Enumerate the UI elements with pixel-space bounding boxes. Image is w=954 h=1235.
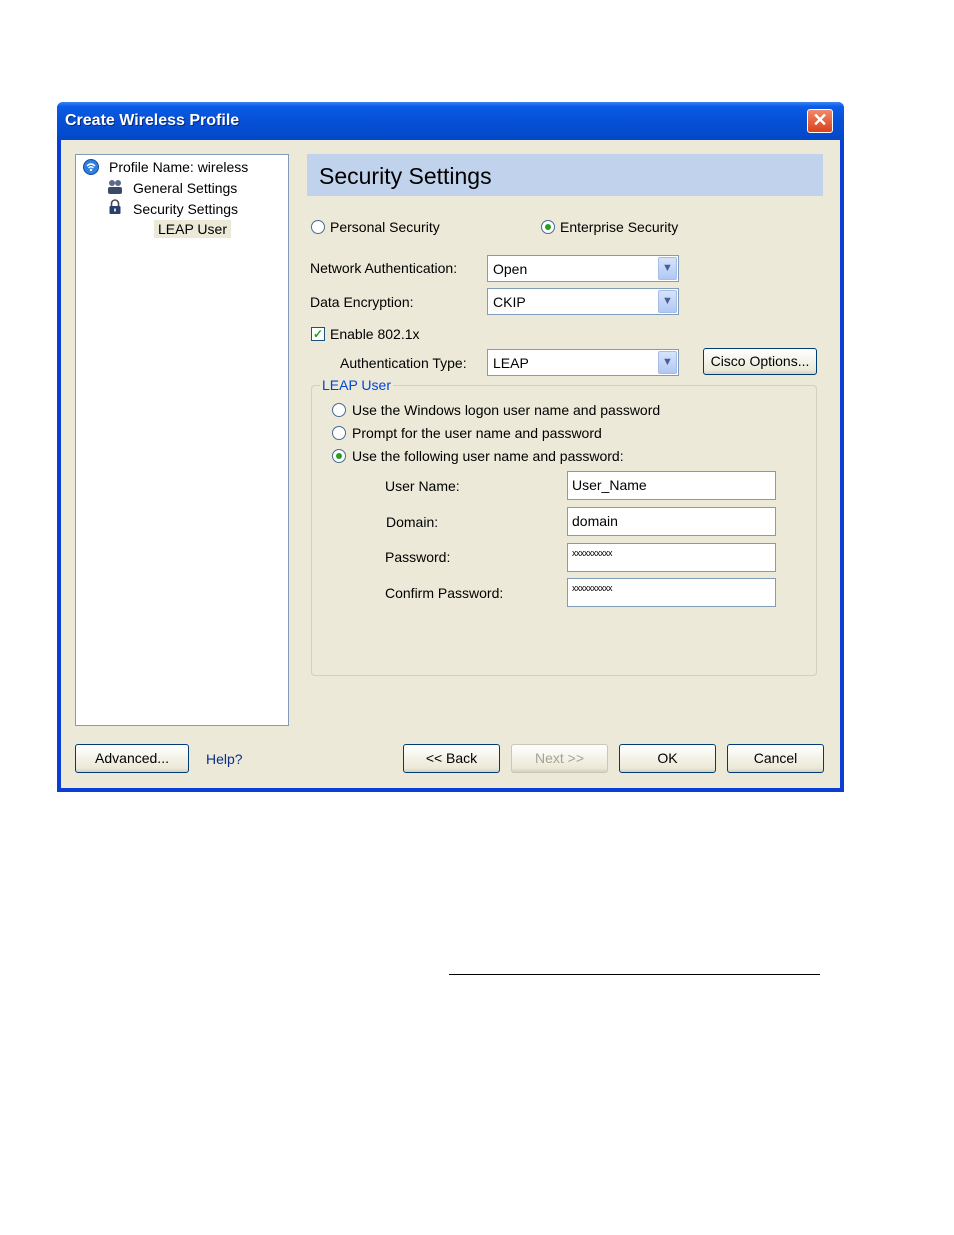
cancel-button[interactable]: Cancel [727,744,824,773]
authentication-type-value: LEAP [493,355,529,371]
back-button[interactable]: << Back [403,744,500,773]
password-label: Password: [385,549,451,565]
domain-input[interactable] [567,507,776,536]
domain-label: Domain: [386,514,439,530]
create-wireless-profile-dialog [57,102,844,792]
next-button[interactable]: Next >> [511,744,608,773]
tree-item-general-settings[interactable]: General Settings [133,180,238,196]
windows-logon-radio[interactable] [332,403,346,417]
password-input[interactable] [567,543,776,572]
authentication-type-select[interactable] [487,349,679,376]
user-name-value: User_Name [572,477,647,493]
enable-8021x-checkbox[interactable]: ✓ [312,327,324,341]
leap-user-group [311,377,817,676]
chevron-down-icon[interactable]: ▼ [658,351,677,374]
data-encryption-label: Data Encryption: [310,294,414,310]
enable-8021x-label[interactable]: Enable 802.1x [330,326,420,342]
personal-security-label[interactable]: Personal Security [330,219,440,235]
network-authentication-label: Network Authentication: [310,260,458,276]
tree-item-leap-user[interactable]: LEAP User [154,220,231,238]
prompt-credentials-label[interactable]: Prompt for the user name and password [352,425,602,441]
chevron-down-icon[interactable]: ▼ [658,257,677,280]
network-authentication-value: Open [493,261,528,277]
network-authentication-select[interactable] [487,255,679,282]
profile-tree [75,154,289,726]
confirm-password-value: xxxxxxxxxx [572,583,612,593]
document-rule [449,974,820,975]
user-name-input[interactable] [567,471,776,500]
personal-security-radio[interactable] [311,220,325,234]
section-header [307,154,823,196]
user-name-label: User Name: [385,478,460,494]
close-icon: ✕ [812,110,828,130]
window-title: Create Wireless Profile [65,112,240,129]
ok-button[interactable]: OK [619,744,716,773]
tree-item-security-settings[interactable]: Security Settings [133,201,239,217]
confirm-password-input[interactable] [567,578,776,607]
users-icon [107,179,123,195]
enterprise-security-label[interactable]: Enterprise Security [560,219,679,235]
close-button[interactable] [807,109,833,133]
title-bar[interactable] [57,102,844,140]
data-encryption-value: CKIP [493,294,526,310]
chevron-down-icon[interactable]: ▼ [658,290,677,313]
windows-logon-label[interactable]: Use the Windows logon user name and password [352,402,661,418]
password-value: xxxxxxxxxx [572,548,612,558]
tree-item-profile-name[interactable]: Profile Name: wireless [109,159,249,175]
cisco-options-button[interactable]: Cisco Options... [703,348,817,375]
leap-user-group-title: LEAP User [322,377,391,393]
use-following-credentials-radio[interactable] [332,449,346,463]
lock-icon [107,199,123,215]
advanced-button[interactable]: Advanced... [75,744,189,773]
domain-value: domain [572,513,618,529]
use-following-credentials-label[interactable]: Use the following user name and password: [352,448,624,464]
data-encryption-select[interactable] [487,288,679,315]
enterprise-security-radio[interactable] [541,220,555,234]
wireless-globe-icon [83,159,99,175]
prompt-credentials-radio[interactable] [332,426,346,440]
page-title: Security Settings [319,163,492,189]
dialog-client-area [61,140,840,788]
confirm-password-label: Confirm Password: [385,585,504,601]
authentication-type-label: Authentication Type: [340,355,467,371]
help-link[interactable]: Help? [206,751,243,767]
